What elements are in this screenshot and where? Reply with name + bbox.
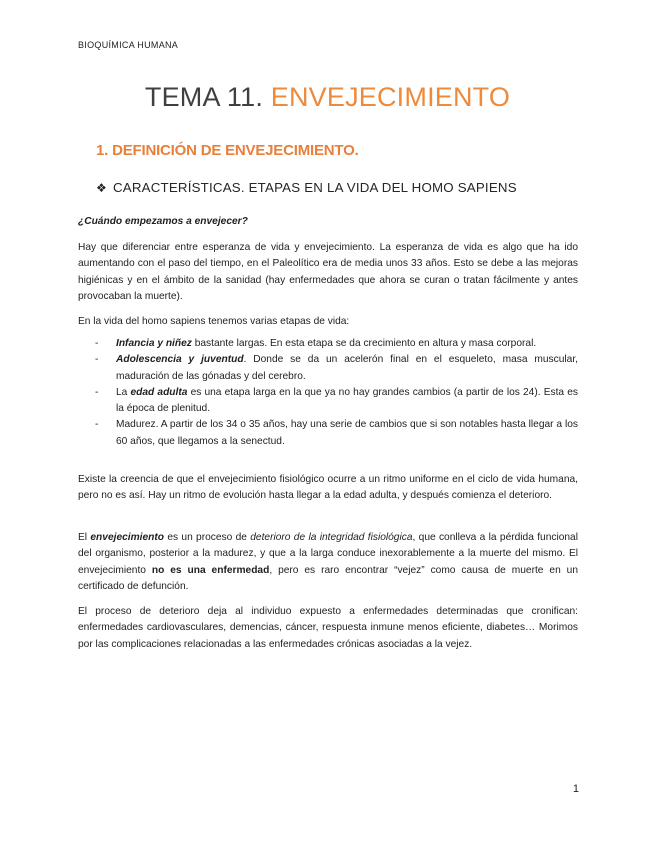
subsection-heading-text: CARACTERÍSTICAS. ETAPAS EN LA VIDA DEL HOMO SAPIENS [112, 180, 517, 195]
list-dash: - [95, 354, 99, 366]
list-dash: - [95, 338, 99, 349]
text-run-bold: no es una enfermedad [151, 564, 270, 576]
text-run: , que conlleva a la pérdida funcional del organismo, posterior a la madurez, y que a la larga conduce inexorablemente a la muerte del mismo. El envejecimiento [78, 532, 578, 576]
section-heading: 1. DEFINICIÓN DE ENVEJECIMIENTO. [96, 142, 359, 159]
text-run: El [78, 532, 91, 543]
list-item-emphasis: Adolescencia y juventud [116, 354, 244, 366]
page-number: 1 [572, 783, 579, 795]
title-prefix: TEMA 11. [144, 82, 271, 112]
paragraph-deterioration: El proceso de deterioro deja al individuo expuesto a enfermedades determinadas que cronifican: enfermedades cardiovasculares, demencias, cáncer, respuesta inmune menos eficiente, diabetes… Morimos por las complicaciones relacionadas a las enfermedades crónicas asociadas a la vejez. [78, 606, 578, 650]
list-dash: - [95, 386, 99, 398]
paragraph-life-expectancy: Hay que diferenciar entre esperanza de vida y envejecimiento. La esperanza de vida es algo que ha ido aumentando con el paso del tiempo, en el Paleolítico era de media unos 33 años. Esto se debe a las mejoras higiénicas y en el ámbito de la sanidad (hay enfermedades que ahora se curan o tratan fácilmente y antes provocaban la muerte). [78, 242, 578, 302]
text-run-italic: deterioro de la integridad fisiológica [250, 532, 413, 543]
list-item-emphasis: Infancia y niñez [116, 338, 192, 349]
list-item-text: bastante largas. En esta etapa se da crecimiento en altura y masa corporal. [191, 338, 537, 349]
diamond-bullet-icon: ❖ [96, 181, 107, 195]
list-item [78, 385, 578, 418]
stages-list [78, 336, 578, 450]
paragraph-aging-belief: Existe la creencia de que el envejecimiento fisiológico ocurre a un ritmo uniforme en el ciclo de vida humana, pero no es así. Hay un ritmo de evolución hasta llegar a la edad adulta, y después comienza el deterioro. [78, 474, 578, 502]
question-line: ¿Cuándo empezamos a envejecer? [78, 216, 248, 227]
title-accent: ENVEJECIMIENTO [270, 82, 511, 112]
list-item [78, 417, 578, 450]
page-title [0, 82, 655, 113]
text-run: , pero es raro encontrar “vejez” como causa de muerte en un certificado de defunción. [78, 564, 578, 592]
running-header: BIOQUÍMICA HUMANA [78, 40, 179, 50]
list-item [78, 336, 578, 352]
subsection-heading [96, 180, 517, 195]
list-item-text: Madurez. A partir de los 34 o 35 años, hay una serie de cambios que si son notables hasta llegar a los 60 años, que llegamos a la senectud. [116, 419, 578, 447]
list-item-text: . Donde se da un acelerón final en el esqueleto, masa muscular, maduración de las gónadas y del cerebro. [116, 354, 578, 382]
list-item-emphasis: edad adulta [130, 386, 188, 398]
paragraph-stages-intro: En la vida del homo sapiens tenemos varias etapas de vida: [78, 316, 350, 327]
list-item [78, 352, 578, 385]
text-run: es un proceso de [164, 532, 251, 543]
text-run-bold-italic: envejecimiento [90, 532, 164, 543]
list-item-pre: La [116, 386, 131, 398]
paragraph-aging-definition [78, 530, 578, 595]
list-item-text: es una etapa larga en la que ya no hay grandes cambios (a partir de los 24). Esta es la época de plenitud. [116, 386, 579, 415]
list-dash: - [95, 419, 99, 431]
